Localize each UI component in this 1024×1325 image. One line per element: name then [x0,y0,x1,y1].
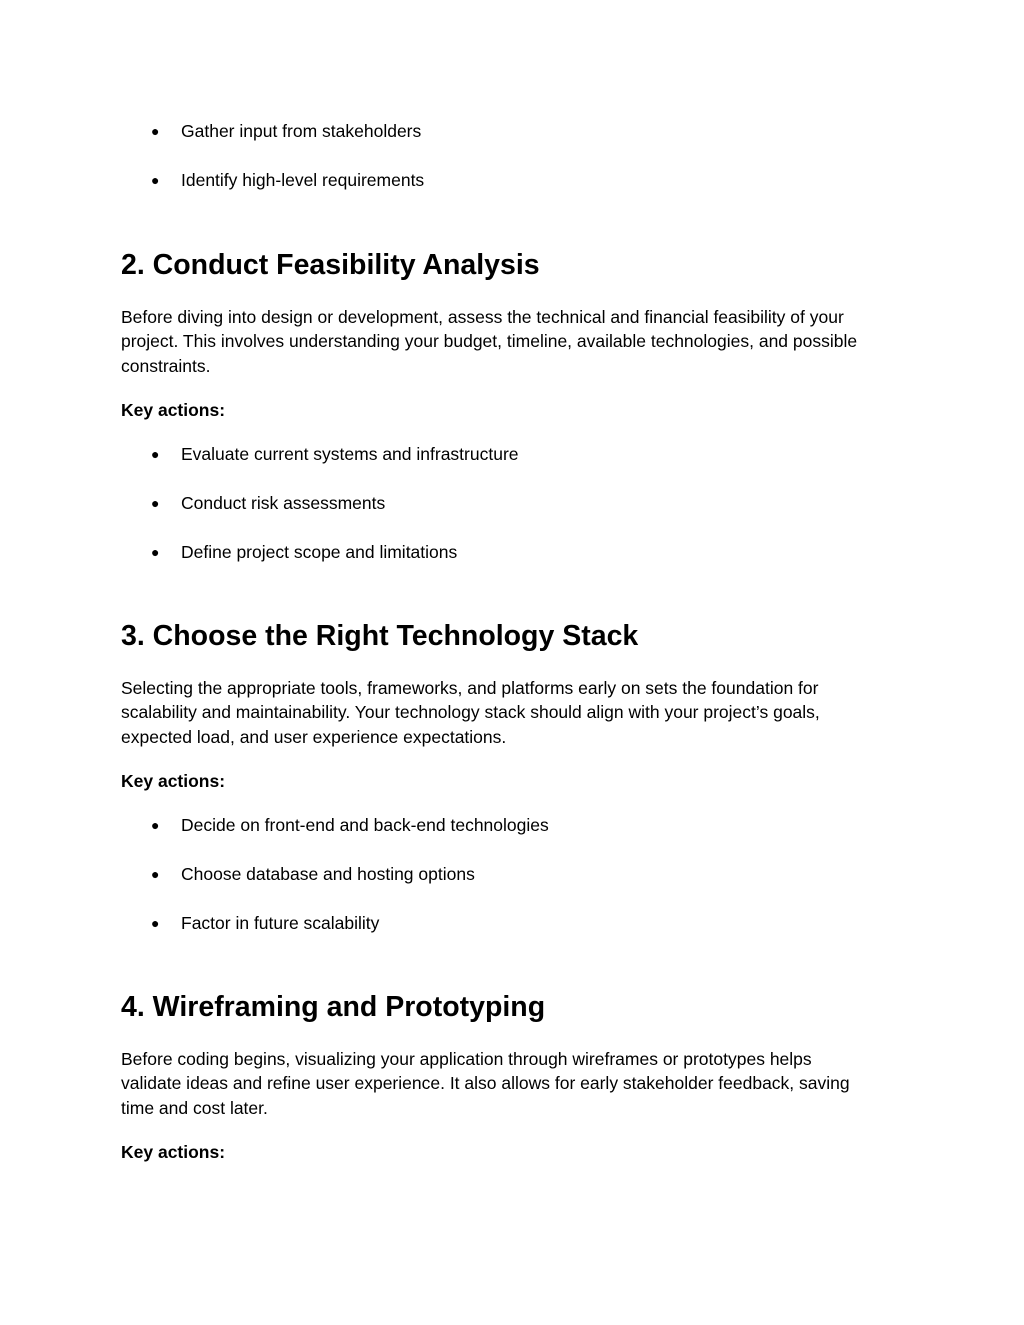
paragraph-line: project. This involves understanding your budget, timeline, available technologies, and possible [121,331,858,352]
paragraph-line: validate ideas and refine user experience. It also allows for early stakeholder feedback, saving [121,1073,850,1094]
list-item-text: Identify high-level requirements [181,170,425,190]
list-item-text: Choose database and hosting options [181,864,475,884]
list-item [0,815,1024,864]
section-paragraph-technology-stack [121,676,911,749]
list-item-text: Decide on front-end and back-end technologies [181,815,549,835]
section-paragraph-wireframing [121,1047,911,1120]
list-item-text: Gather input from stakeholders [181,121,422,141]
bullet-icon: ● [151,123,160,139]
key-actions-label: Key actions: [121,771,226,791]
paragraph-line: constraints. [121,355,211,376]
list-item-text: Conduct risk assessments [181,493,386,513]
list-item [0,121,1024,170]
key-actions-label: Key actions: [121,1142,226,1162]
paragraph-line: Before diving into design or development, assess the technical and financial feasibility of your [121,307,844,327]
feasibility-bullet-list [0,444,1024,591]
technology-stack-bullet-list [0,815,1024,962]
section-heading-wireframing: 4. Wireframing and Prototyping [121,991,546,1023]
bullet-icon: ● [151,172,160,188]
list-item-text: Evaluate current systems and infrastructure [181,444,519,464]
paragraph-line: scalability and maintainability. Your technology stack should align with your project’s goals, [121,702,820,723]
section-heading-feasibility: 2. Conduct Feasibility Analysis [121,249,540,281]
list-item [0,913,1024,962]
list-item [0,493,1024,542]
bullet-icon: ● [151,817,160,833]
section-paragraph-feasibility [121,305,911,378]
list-item [0,444,1024,493]
paragraph-line: time and cost later. [121,1097,268,1118]
bullet-icon: ● [151,544,160,560]
paragraph-line: Before coding begins, visualizing your application through wireframes or prototypes helps [121,1049,812,1069]
intro-bullet-list [0,121,1024,219]
paragraph-line: expected load, and user experience expectations. [121,726,507,747]
list-item-text: Factor in future scalability [181,913,380,933]
list-item [0,864,1024,913]
key-actions-label: Key actions: [121,400,226,420]
bullet-icon: ● [151,915,160,931]
list-item-text: Define project scope and limitations [181,542,458,562]
bullet-icon: ● [151,446,160,462]
list-item [0,170,1024,219]
list-item [0,542,1024,591]
bullet-icon: ● [151,495,160,511]
paragraph-line: Selecting the appropriate tools, frameworks, and platforms early on sets the foundation for [121,678,819,698]
bullet-icon: ● [151,866,160,882]
section-heading-technology-stack: 3. Choose the Right Technology Stack [121,620,639,652]
